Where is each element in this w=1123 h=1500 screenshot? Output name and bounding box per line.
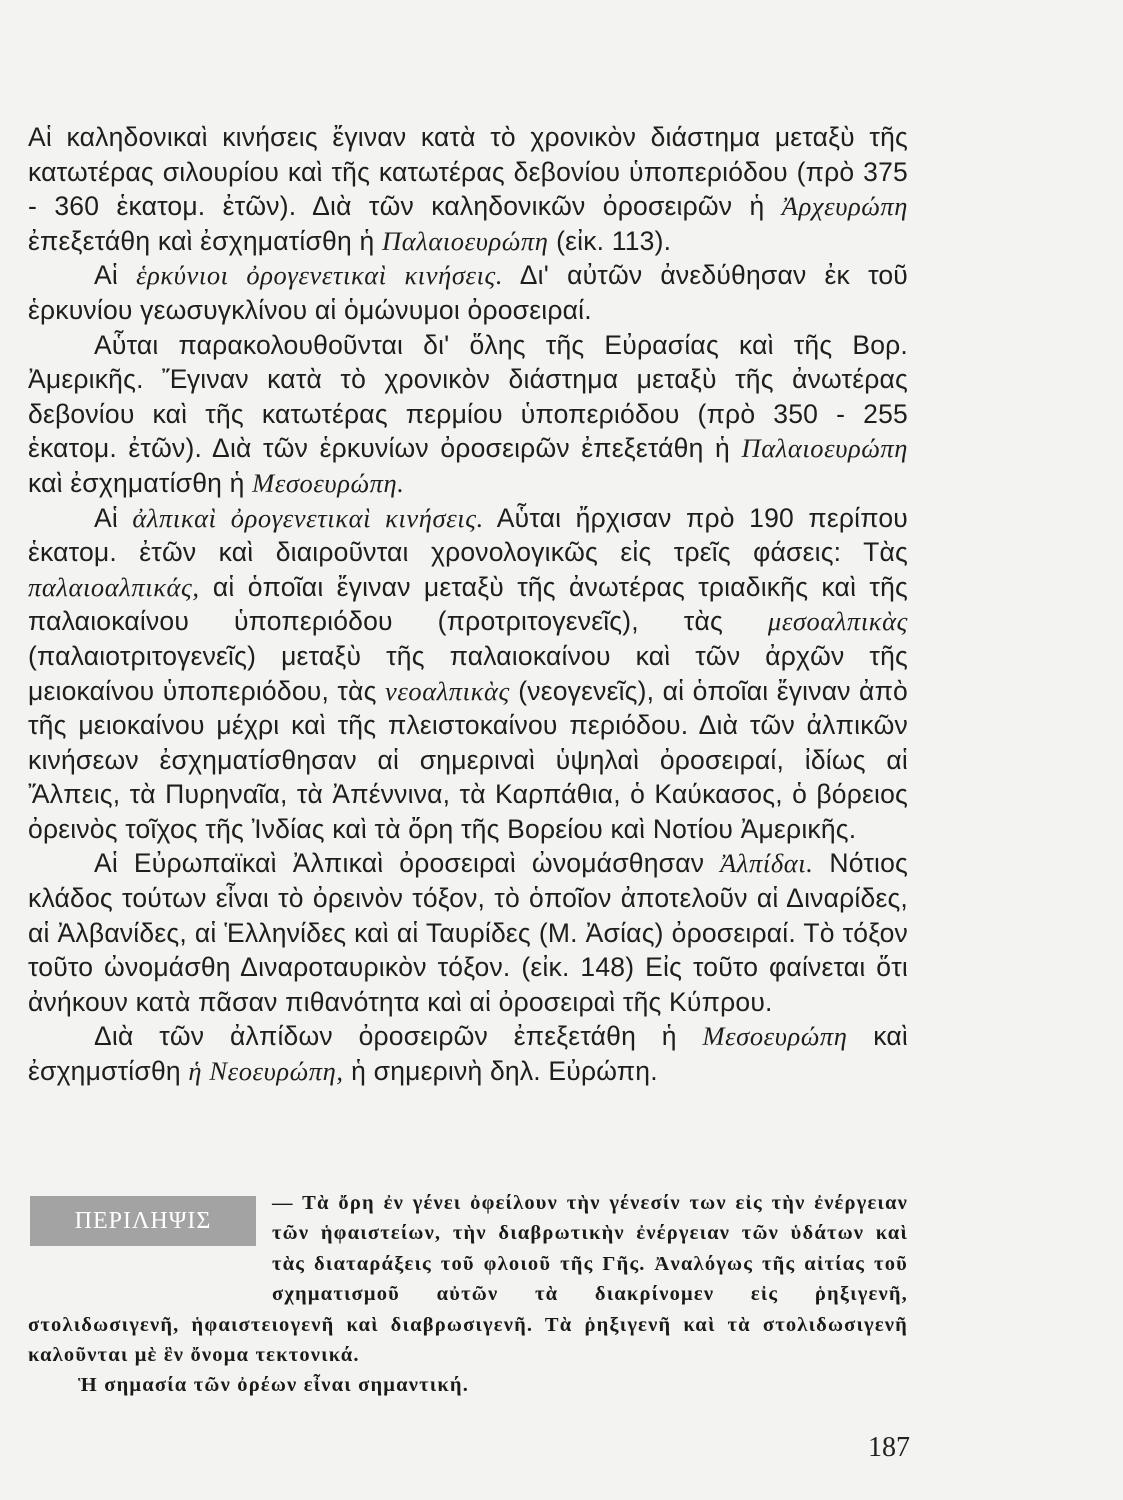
paragraph-alpides: Αἱ Εὐρωπαϊκαὶ Ἀλπικαὶ ὀροσειραὶ ὠνομάσθησαν Ἀλπίδαι. Νότιος κλάδος τούτων εἶναι τὸ ὀρεινὸν τόξον, τὸ ὁποῖον ἀποτελοῦν αἱ Διναρίδες, αἱ Ἀλβανίδες, αἱ Ἑλληνίδες καὶ αἱ Ταυρίδες (Μ. Ἀσίας) ὀροσειραί. Τὸ τόξον τοῦτο ὠνομάσθη Διναροταυρικὸν τόξον. (εἰκ. 148) Εἰς τοῦτο φαίνεται ὅτι ἀνήκουν κατὰ πᾶσαν πιθανότητα καὶ αἱ ὀροσειραὶ τῆς Κύπρου. xyxy=(28,848,908,1017)
main-text xyxy=(28,120,908,1089)
paragraph-neoeurope: Διὰ τῶν ἀλπίδων ὀροσειρῶν ἐπεξετάθη ἡ Μεσοευρώπη καὶ ἐσχημστίσθη ἡ Νεοευρώπη, ἡ σημερινὴ δηλ. Εὐρώπη. xyxy=(28,1021,908,1087)
paragraph-hercynian: Αἱ ἑρκύνιοι ὀρογενετικαὶ κινήσεις. Δι' αὐτῶν ἀνεδύθησαν ἐκ τοῦ ἑρκυνίου γεωσυγκλίνου αἱ ὁμώνυμοι ὀροσειραί. xyxy=(28,260,908,325)
page-number: 187 xyxy=(868,1432,910,1463)
summary-section xyxy=(28,1188,908,1401)
summary-paragraph: — Τὰ ὄρη ἐν γένει ὀφείλουν τὴν γένεσίν των εἰς τὴν ἐνέργειαν τῶν ἡφαιστείων, τὴν διαβρωτικὴν ἐνέργειαν τῶν ὑδάτων καὶ τὰς διαταράξεις τοῦ φλοιοῦ τῆς Γῆς. Ἀναλόγως τῆς αἰτίας τοῦ σχηματισμοῦ αὐτῶν τὰ διακρίνομεν εἰς ῥηξιγενῆ, στολιδωσιγενῆ, ἡφαιστειογενῆ καὶ διαβρωσιγενῆ. Τὰ ῥηξιγενῆ καὶ τὰ στολιδωσιγενῆ καλοῦνται μὲ ἓν ὄνομα τεκτονικά. xyxy=(28,1192,908,1367)
paragraph-caledonian: Αἱ καληδονικαὶ κινήσεις ἔγιναν κατὰ τὸ χρονικὸν διάστημα μεταξὺ τῆς κατωτέρας σιλουρίου καὶ τῆς κατωτέρας δεβονίου ὑποπεριόδου (πρὸ 375 - 360 ἑκατομ. ἐτῶν). Διὰ τῶν καληδονικῶν ὀροσειρῶν ἡ Ἀρχευρώπη ἐπεξετάθη καὶ ἐσχηματίσθη ἡ Παλαιοευρώπη (εἰκ. 113). xyxy=(28,122,908,256)
paragraph-alpine: Αἱ ἀλπικαὶ ὀρογενετικαὶ κινήσεις. Αὗται ἤρχισαν πρὸ 190 περίπου ἑκατομ. ἐτῶν καὶ διαιροῦνται χρονολογικῶς εἰς τρεῖς φάσεις: Τὰς παλαιοαλπικάς, αἱ ὁποῖαι ἔγιναν μεταξὺ τῆς ἀνωτέρας τριαδικῆς καὶ τῆς παλαιοκαίνου ὑποπεριόδου (προτριτογενεῖς), τὰς μεσοαλπικὰς (παλαιοτριτογενεῖς) μεταξὺ τῆς παλαιοκαίνου καὶ τῶν ἀρχῶν τῆς μειοκαίνου ὑποπεριόδου, τὰς νεοαλπικὰς (νεογενεῖς), αἱ ὁποῖαι ἔγιναν ἀπὸ τῆς μειοκαίνου μέχρι καὶ τῆς πλειστοκαίνου περιόδου. Διὰ τῶν ἀλπικῶν κινήσεων ἐσχηματίσθησαν αἱ σημεριναὶ ὑψηλαὶ ὀροσειραί, ἰδίως αἱ Ἄλπεις, τὰ Πυρηναῖα, τὰ Ἀπέννινα, τὰ Καρπάθια, ὁ Καύκασος, ὁ βόρειος ὀρεινὸς τοῖχος τῆς Ἰνδίας καὶ τὰ ὄρη τῆς Βορείου καὶ Νοτίου Ἀμερικῆς. xyxy=(28,502,908,844)
summary-label: ΠΕΡΙΛΗΨΙΣ xyxy=(30,1196,256,1246)
summary-conclusion: Ἡ σημασία τῶν ὀρέων εἶναι σημαντική. xyxy=(78,1374,470,1397)
paragraph-hercynian-extent: Αὗται παρακολουθοῦνται δι' ὅλης τῆς Εὐρασίας καὶ τῆς Βορ. Ἀμερικῆς. Ἔγιναν κατὰ τὸ χρονικὸν διάστημα μεταξὺ τῆς ἀνωτέρας δεβονίου καὶ τῆς κατωτέρας περμίου ὑποπεριόδου (πρὸ 350 - 255 ἑκατομ. ἐτῶν). Διὰ τῶν ἑρκυνίων ὀροσειρῶν ἐπεξετάθη ἡ Παλαιοευρώπη καὶ ἐσχηματίσθη ἡ Μεσοευρώπη. xyxy=(28,329,908,498)
